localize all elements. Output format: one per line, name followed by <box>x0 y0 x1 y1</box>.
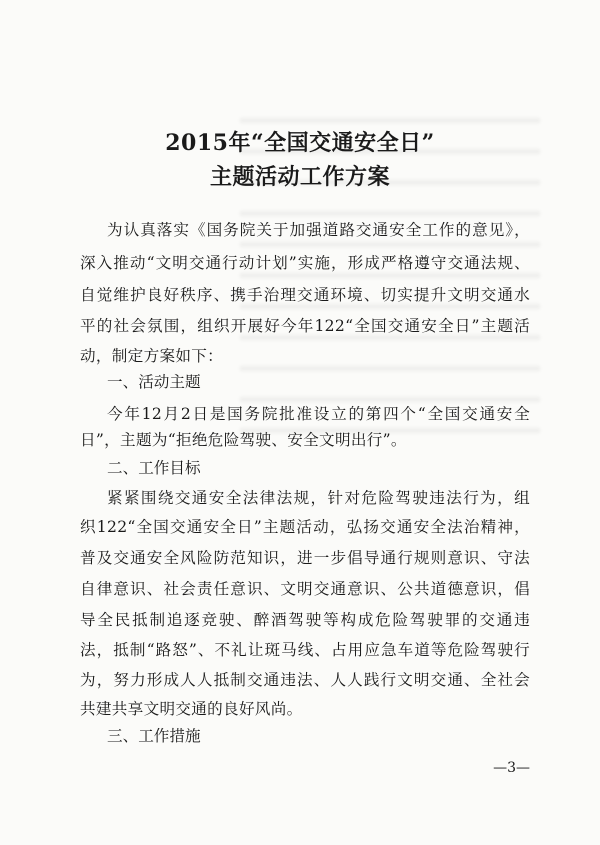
intro-line: 自觉维护良好秩序、携手治理交通环境、切实提升文明交通水 <box>80 286 530 304</box>
section-line: 为，努力形成人人抵制交通违法、人人践行文明交通、全社会 <box>80 671 530 689</box>
section-line: 织122“全国交通安全日”主题活动，弘扬交通安全法治精神， <box>80 518 530 536</box>
section-line: 法，抵制“路怒”、不礼让斑马线、占用应急车道等危险驾驶行 <box>80 641 530 659</box>
intro-line: 为认真落实《国务院关于加强道路交通安全工作的意见》， <box>107 221 530 239</box>
intro-line: 深入推动“文明交通行动计划”实施，形成严格遵守交通法规、 <box>80 254 530 272</box>
intro-line: 平的社会氛围，组织开展好今年122“全国交通安全日”主题活 <box>80 317 530 335</box>
section-line: 导全民抵制追逐竞驶、醉酒驾驶等构成危险驾驶罪的交通违 <box>80 611 530 629</box>
intro-line: 动，制定方案如下： <box>80 347 224 365</box>
section-line: 普及交通安全风险防范知识，进一步倡导通行规则意识、守法 <box>80 549 530 567</box>
section-heading: 二、工作目标 <box>107 459 201 477</box>
section-line: 今年12月2日是国务院批准设立的第四个“全国交通安全 <box>107 405 530 423</box>
document-title-line1: 2015年“全国交通安全日” <box>165 130 435 156</box>
section-line: 自律意识、社会责任意识、文明交通意识、公共道德意识，倡 <box>80 580 530 598</box>
section-line: 日”，主题为“拒绝危险驾驶、安全文明出行”。 <box>80 431 407 449</box>
document-title-line2: 主题活动工作方案 <box>209 164 390 190</box>
section-heading: 三、工作措施 <box>107 727 201 745</box>
section-line: 共建共享文明交通的良好风尚。 <box>80 700 303 718</box>
section-heading: 一、活动主题 <box>107 373 201 391</box>
page-number: —3— <box>493 760 530 776</box>
section-line: 紧紧围绕交通安全法律法规，针对危险驾驶违法行为，组 <box>107 489 530 507</box>
